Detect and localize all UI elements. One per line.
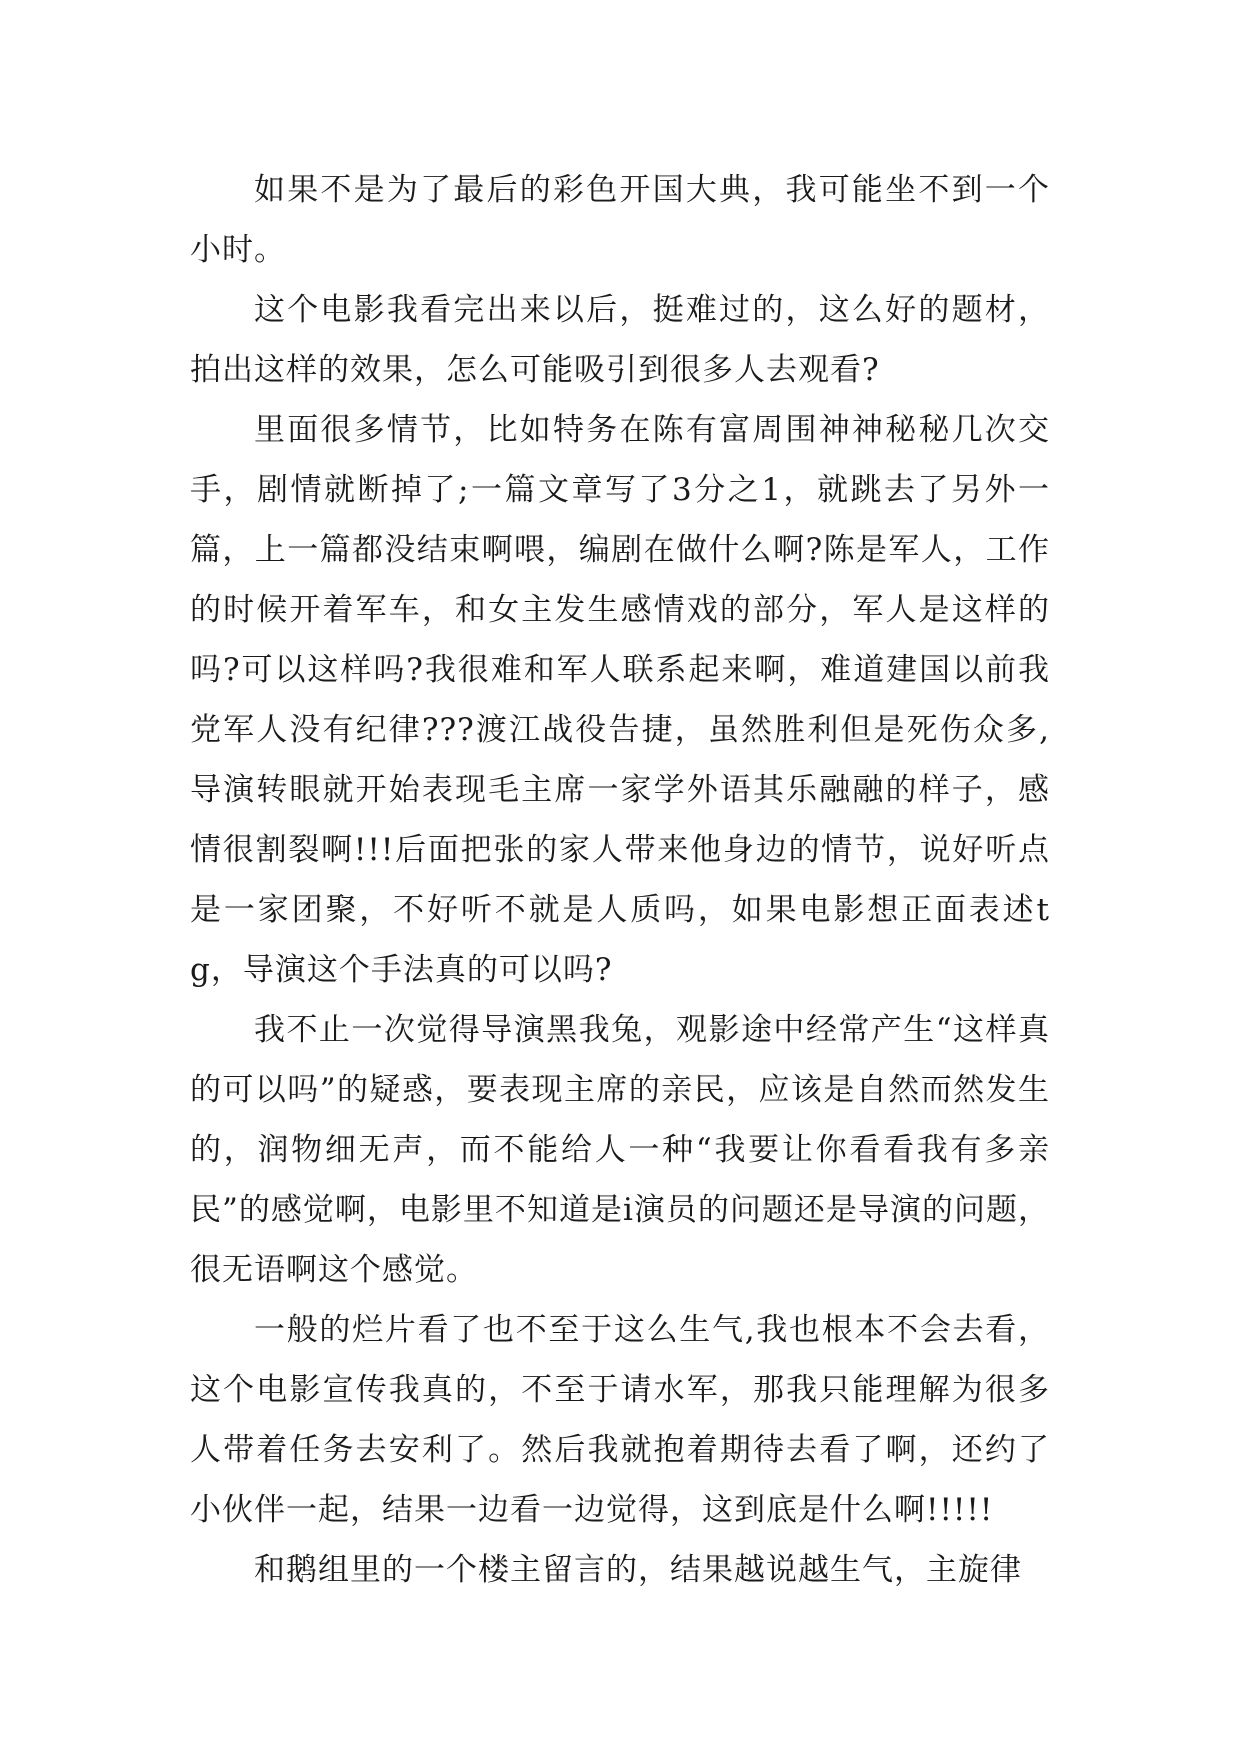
paragraph-2: 这个电影我看完出来以后，挺难过的，这么好的题材，拍出这样的效果，怎么可能吸引到很多人去观看?: [190, 292, 1050, 388]
paragraph-3: 里面很多情节，比如特务在陈有富周围神神秘秘几次交手，剧情就断掉了;一篇文章写了3分之1，就跳去了另外一篇，上一篇都没结束啊喂，编剧在做什么啊?陈是军人，工作的时候开着军车，和女主发生感情戏的部分，军人是这样的吗?可以这样吗?我很难和军人联系起来啊，难道建国以前我党军人没有纪律???渡江战役告捷，虽然胜利但是死伤众多,导演转眼就开始表现毛主席一家学外语其乐融融的样子，感情很割裂啊!!!后面把张的家人带来他身边的情节，说好听点是一家团聚，不好听不就是人质吗，如果电影想正面表述tg，导演这个手法真的可以吗?: [190, 412, 1050, 988]
paragraph-1: 如果不是为了最后的彩色开国大典，我可能坐不到一个小时。: [190, 172, 1050, 268]
document-body: [190, 160, 1050, 1600]
paragraph-5: 一般的烂片看了也不至于这么生气,我也根本不会去看，这个电影宣传我真的，不至于请水军，那我只能理解为很多人带着任务去安利了。然后我就抱着期待去看了啊，还约了小伙伴一起，结果一边看一边觉得，这到底是什么啊!!!!!: [190, 1312, 1050, 1528]
paragraph-6: 和鹅组里的一个楼主留言的，结果越说越生气，主旋律: [254, 1552, 1022, 1588]
paragraph-4: 我不止一次觉得导演黑我兔，观影途中经常产生“这样真的可以吗”的疑惑，要表现主席的亲民，应该是自然而然发生的，润物细无声，而不能给人一种“我要让你看看我有多亲民”的感觉啊，电影里不知道是i演员的问题还是导演的问题，很无语啊这个感觉。: [190, 1012, 1050, 1288]
